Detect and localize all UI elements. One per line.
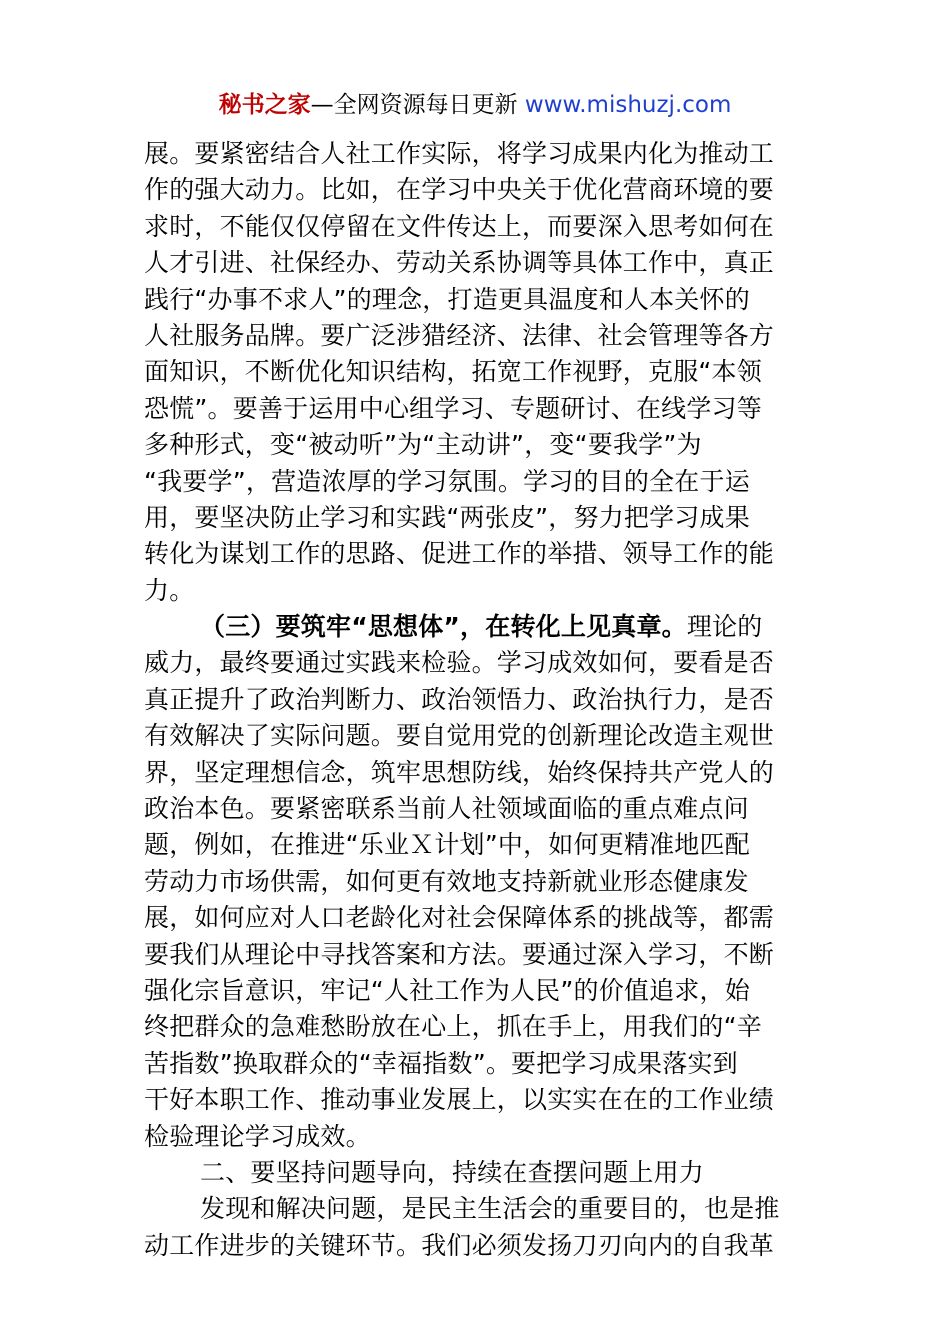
text-line: 作的强大动力。比如，在学习中央关于优化营商环境的要 [144, 175, 775, 205]
text-line: 题，例如，在推进“乐业Ｘ计划”中，如何更精准地匹配 [144, 830, 750, 860]
text-line: 用，要坚决防止学习和实践“两张皮”，努力把学习成果 [144, 502, 750, 532]
section-two-heading: 二、要坚持问题导向，持续在查摆问题上用力 [200, 1157, 705, 1187]
text-line: 有效解决了实际问题。要自觉用党的创新理论改造主观世 [144, 721, 775, 751]
text-line: 苦指数”换取群众的“幸福指数”。要把学习成果落实到 [144, 1048, 738, 1078]
header-brand: 秘书之家 [218, 92, 311, 118]
document-body [144, 136, 808, 1264]
text-line: 动工作进步的关键环节。我们必须发扬刀刃向内的自我革 [144, 1230, 775, 1260]
text-line: “我要学”，营造浓厚的学习氛围。学习的目的全在于运 [144, 466, 750, 496]
text-line: 践行“办事不求人”的理念，打造更具温度和人本关怀的 [144, 284, 750, 314]
text-line: 恐慌”。要善于运用中心组学习、专题研讨、在线学习等 [144, 393, 762, 423]
text-line: 转化为谋划工作的思路、促进工作的举措、领导工作的能 [144, 539, 775, 569]
text-line: 力。 [144, 575, 195, 605]
text-line: 要我们从理论中寻找答案和方法。要通过深入学习，不断 [144, 939, 775, 969]
text-line: 面知识，不断优化知识结构，拓宽工作视野，克服“本领 [144, 357, 762, 387]
text-line: 检验理论学习成效。 [144, 1121, 371, 1151]
text-line: 真正提升了政治判断力、政治领悟力、政治执行力，是否 [144, 684, 775, 714]
text-line: 威力，最终要通过实践来检验。学习成效如何，要看是否 [144, 648, 775, 678]
text-line: 政治本色。要紧密联系当前人社领域面临的重点难点问 [144, 794, 749, 824]
text-line: 干好本职工作、推动事业发展上，以实实在在的工作业绩 [144, 1085, 775, 1115]
text-line: 人社服务品牌。要广泛涉猎经济、法律、社会管理等各方 [144, 320, 775, 350]
text-line: 发现和解决问题，是民主生活会的重要目的，也是推 [200, 1194, 780, 1224]
text-line: 终把群众的急难愁盼放在心上，抓在手上，用我们的“辛 [144, 1012, 762, 1042]
page-header [0, 88, 950, 122]
text-line: 展，如何应对人口老龄化对社会保障体系的挑战等，都需 [144, 903, 775, 933]
header-tagline: —全网资源每日更新 [310, 92, 525, 118]
text-line: 人才引进、社保经办、劳动关系协调等具体工作中，真正 [144, 248, 775, 278]
text-line: 展。要紧密结合人社工作实际，将学习成果内化为推动工 [144, 139, 775, 168]
text-line: 劳动力市场供需，如何更有效地支持新就业形态健康发 [144, 866, 749, 896]
text-line: 多种形式，变“被动听”为“主动讲”，变“要我学”为 [144, 430, 702, 460]
section-three-text: 理论的 [686, 612, 763, 642]
header-site-link[interactable]: www.mishuzj.com [524, 92, 732, 118]
text-line: 强化宗旨意识，牢记“人社工作为人民”的价值追求，始 [144, 975, 750, 1005]
text-line: 界，坚定理想信念，筑牢思想防线，始终保持共产党人的 [144, 757, 775, 787]
section-three-first-line [144, 609, 808, 645]
section-three-heading: （三）要筑牢“思想体”，在转化上见真章。 [200, 612, 687, 642]
text-line: 求时，不能仅仅停留在文件传达上，而要深入思考如何在 [144, 211, 775, 241]
